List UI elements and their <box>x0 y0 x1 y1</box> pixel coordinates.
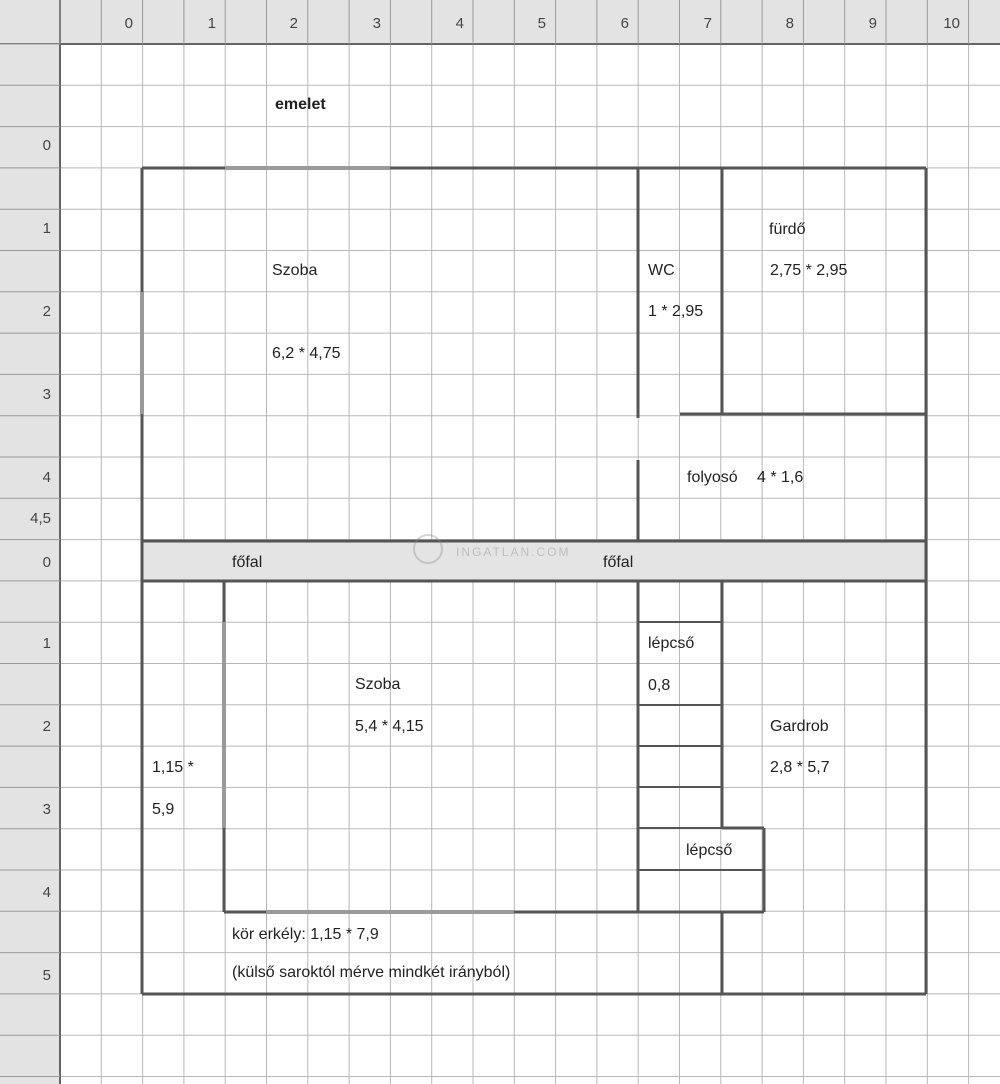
column-header-label: 8 <box>785 15 794 32</box>
watermark-text: INGATLAN.COM <box>456 545 571 559</box>
room-name-folyoso: folyosó <box>687 469 738 486</box>
floor-title: emelet <box>275 96 326 113</box>
label-fofal-left: főfal <box>232 554 263 571</box>
room-size-szoba-lower: 5,4 * 4,15 <box>355 718 424 735</box>
column-header-label: 2 <box>289 15 298 32</box>
row-header-label: 3 <box>42 801 51 818</box>
room-size-szoba-upper: 6,2 * 4,75 <box>272 345 341 362</box>
column-header-label: 0 <box>124 15 133 32</box>
row-header-bar <box>0 44 60 1084</box>
column-header-label: 3 <box>372 15 381 32</box>
room-name-lepcso-upper: lépcső <box>648 635 695 652</box>
column-header-bar <box>0 0 1000 44</box>
side-strip-size-line2: 5,9 <box>152 801 175 818</box>
room-size-wc: 1 * 2,95 <box>648 303 704 320</box>
room-name-furdo: fürdő <box>769 221 806 238</box>
room-name-szoba-upper: Szoba <box>272 262 318 279</box>
row-header-label: 1 <box>42 220 51 237</box>
column-header-label: 10 <box>943 15 960 32</box>
label-fofal-right: főfal <box>603 554 634 571</box>
column-header-label: 1 <box>207 15 216 32</box>
row-header-label: 2 <box>42 718 51 735</box>
column-header-label: 9 <box>868 15 877 32</box>
room-name-gardrob: Gardrob <box>770 718 829 735</box>
row-header-label: 2 <box>42 303 51 320</box>
row-header-label: 1 <box>42 635 51 652</box>
column-header-label: 6 <box>620 15 629 32</box>
row-header-label: 0 <box>42 137 51 154</box>
room-size-gardrob: 2,8 * 5,7 <box>770 759 830 776</box>
room-size-folyoso: 4 * 1,6 <box>757 469 804 486</box>
row-header-label: 4 <box>42 469 51 486</box>
row-header-label: 4,5 <box>30 510 51 527</box>
room-name-wc: WC <box>648 262 675 279</box>
row-header-label: 0 <box>42 554 51 571</box>
balcony-note: (külső saroktól mérve mindkét irányból) <box>232 964 511 981</box>
side-strip-size-line1: 1,15 * <box>152 759 194 776</box>
column-header-label: 5 <box>537 15 546 32</box>
row-header-label: 5 <box>42 967 51 984</box>
row-header-label: 3 <box>42 386 51 403</box>
room-size-lepcso-upper: 0,8 <box>648 677 671 694</box>
balcony-label: kör erkély: 1,15 * 7,9 <box>232 926 379 943</box>
column-header-label: 4 <box>455 15 464 32</box>
room-name-szoba-lower: Szoba <box>355 676 401 693</box>
row-header-label: 4 <box>42 884 51 901</box>
room-size-furdo: 2,75 * 2,95 <box>770 262 848 279</box>
column-header-label: 7 <box>703 15 712 32</box>
room-name-lepcso-lower: lépcső <box>686 842 733 859</box>
